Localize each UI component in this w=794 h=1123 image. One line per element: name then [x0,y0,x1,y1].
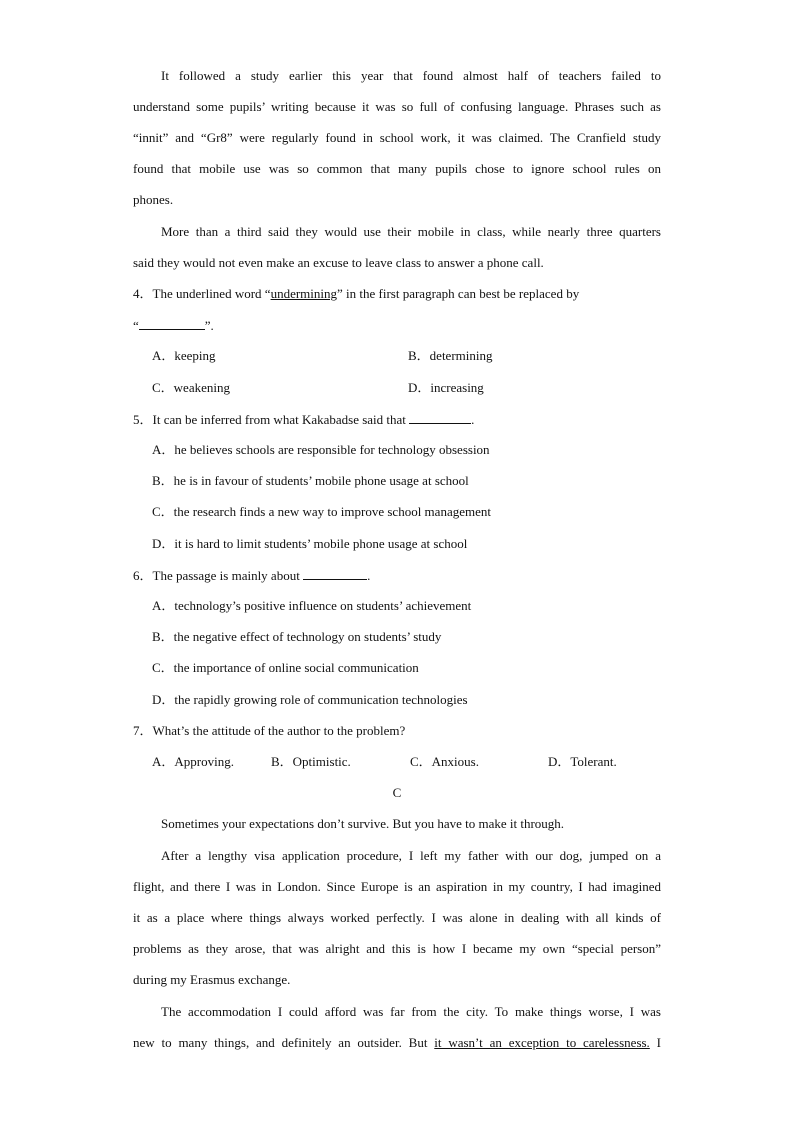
paragraph-line: More than a third said they would use their mobile in class, while nearly three quarters [161,224,661,239]
question-6-stem [133,567,661,584]
question-end: . [367,568,371,583]
paragraph-line: found that mobile use was so common that many pupils chose to ignore school rules on [133,161,661,176]
option-a: A．keeping [152,348,216,363]
quote-open: “ [133,318,139,333]
question-end: . [471,412,475,427]
question-4-blank-line [133,317,661,334]
option-c: C．the importance of online social communication [152,660,419,675]
answer-blank [303,567,367,580]
question-text: What’s the attitude of the author to the problem? [152,723,406,738]
paragraph-line: Sometimes your expectations don’t survive. But you have to make it through. [161,816,565,831]
question-text: The passage is mainly about [152,568,300,583]
option-b: B．determining [408,348,493,363]
paragraph-line: It followed a study earlier this year that found almost half of teachers failed to [161,68,661,83]
question-5-stem [133,411,661,428]
question-number: 4． [133,286,153,301]
paragraph-line: phones. [133,192,174,207]
section-heading: C [392,785,402,800]
option-b: B．he is in favour of students’ mobile phone usage at school [152,473,469,488]
option-d: D．increasing [408,380,484,395]
option-a: A．he believes schools are responsible for technology obsession [152,442,490,457]
paragraph-line: The accommodation I could afford was far from the city. To make things worse, I was [161,1004,661,1019]
question-4-stem [133,286,661,302]
answer-blank [139,317,205,330]
option-c: C．weakening [152,380,230,395]
paragraph-line: it as a place where things always worked perfectly. I was alone in dealing with all kinds of [133,910,661,925]
option-d: D．the rapidly growing role of communication technologies [152,692,468,707]
question-number: 6． [133,568,153,583]
option-b: B．the negative effect of technology on students’ study [152,629,442,644]
paragraph-line: problems as they arose, that was alright and this is how I became my own “special person” [133,941,661,956]
paragraph-line: said they would not even make an excuse to leave class to answer a phone call. [133,255,544,270]
underlined-word: undermining [270,286,337,301]
question-text: It can be inferred from what Kakabadse said that [152,412,406,427]
option-c: C．Anxious. [410,754,479,769]
paragraph-text: I [649,1035,661,1050]
option-a: A．technology’s positive influence on students’ achievement [152,598,472,613]
paragraph-line: flight, and there I was in London. Since Europe is an aspiration in my country, I had imagined [133,879,661,894]
option-a: A．Approving. [152,754,234,769]
question-number: 5． [133,412,153,427]
question-number: 7． [133,723,153,738]
option-b: B．Optimistic. [271,754,351,769]
question-7-stem [133,723,661,739]
paragraph-line: After a lengthy visa application procedure, I left my father with our dog, jumped on a [161,848,661,863]
answer-blank [409,411,471,424]
paragraph-line: understand some pupils’ writing because it was so full of confusing language. Phrases such as [133,99,661,114]
option-d: D．Tolerant. [548,754,617,769]
underlined-sentence: it wasn’t an exception to carelessness. [434,1035,650,1050]
paragraph-line [133,1035,661,1051]
option-c: C．the research finds a new way to improve school management [152,504,491,519]
quote-close: ”. [204,318,214,333]
paragraph-line: “innit” and “Gr8” were regularly found in school work, it was claimed. The Cranfield study [133,130,661,145]
paragraph-line: during my Erasmus exchange. [133,972,291,987]
question-text: ” in the first paragraph can best be replaced by [337,286,580,301]
question-text: The underlined word “ [152,286,271,301]
option-d: D．it is hard to limit students’ mobile phone usage at school [152,536,468,551]
paragraph-text: new to many things, and definitely an outsider. But [133,1035,435,1050]
